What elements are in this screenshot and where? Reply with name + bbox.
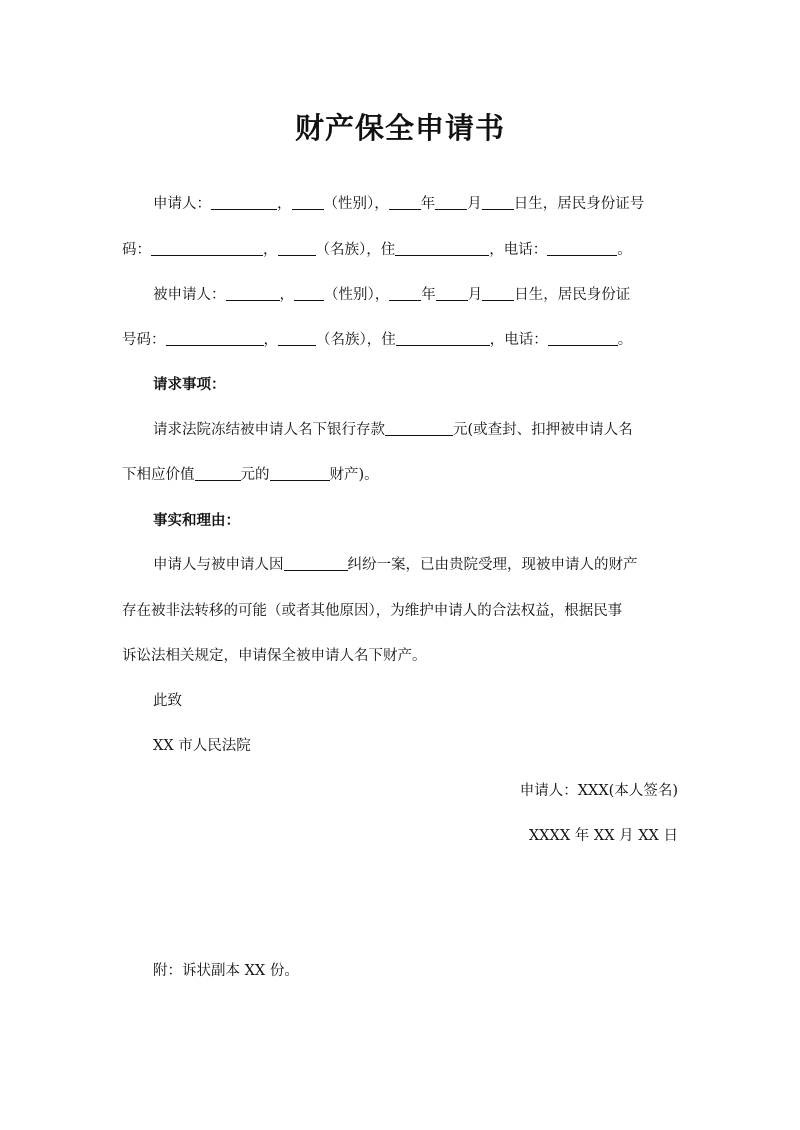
request-text-e: 财产)。 xyxy=(329,467,379,483)
respondent-day-blank xyxy=(482,285,514,301)
document-title: 财产保全申请书 xyxy=(294,111,505,145)
respondent-line-1 xyxy=(122,284,713,306)
separator: ， xyxy=(263,332,278,348)
year-label: 年 xyxy=(420,196,436,212)
property-blank xyxy=(270,465,330,481)
month-label: 月 xyxy=(467,287,483,303)
applicant-line-1 xyxy=(122,193,713,215)
gender-label: （性别）， xyxy=(323,196,389,212)
value-amount-blank xyxy=(195,465,241,481)
facts-line-2: 存在被非法转移的可能（或者其他原因），为维护申请人的合法权益，根据民事 xyxy=(122,603,623,619)
applicant-phone-blank xyxy=(547,240,617,256)
facts-text-b: 纠纷一案，已由贵院受理，现被申请人的财产 xyxy=(347,557,638,573)
facts-line-1 xyxy=(122,554,713,576)
facts-text-a: 申请人与被申请人因 xyxy=(153,557,284,573)
separator: ， xyxy=(277,196,292,212)
request-text-d: 元的 xyxy=(240,467,270,483)
year-label: 年 xyxy=(421,287,436,303)
gender-label: （性别）， xyxy=(324,287,390,303)
birth-suffix: 日生，居民身份证号 xyxy=(513,196,645,212)
respondent-id-blank xyxy=(166,330,264,346)
applicant-line-2 xyxy=(122,239,682,261)
respondent-line-2 xyxy=(122,329,682,351)
respondent-name-blank xyxy=(226,285,280,301)
applicant-label: 申请人： xyxy=(153,196,211,212)
applicant-gender-blank xyxy=(292,194,324,210)
attachment-note: 附：诉状副本 XX 份。 xyxy=(153,963,299,979)
month-label: 月 xyxy=(467,196,482,212)
respondent-address-blank xyxy=(396,330,490,346)
applicant-year-blank xyxy=(389,194,421,210)
request-text-b: 元(或查封、扣押被申请人名 xyxy=(453,422,633,438)
respondent-year-blank xyxy=(389,285,421,301)
applicant-address-blank xyxy=(395,240,489,256)
court-name: XX 市人民法院 xyxy=(153,738,251,754)
ethnicity-label: （名族），住 xyxy=(315,242,396,258)
facts-line-3: 诉讼法相关规定，申请保全被申请人名下财产。 xyxy=(122,648,427,664)
applicant-ethnicity-blank xyxy=(278,240,316,256)
signature-date: XXXX 年 XX 月 XX 日 xyxy=(528,828,678,844)
period: 。 xyxy=(617,332,633,348)
period: 。 xyxy=(617,242,632,258)
separator: ， xyxy=(263,242,278,258)
phone-label: ，电话： xyxy=(489,242,548,258)
phone-label: ，电话： xyxy=(489,332,548,348)
applicant-name-blank xyxy=(211,194,277,210)
separator: ， xyxy=(279,287,294,303)
salutation: 此致 xyxy=(153,693,182,709)
respondent-label: 被申请人： xyxy=(153,287,226,303)
request-heading: 请求事项： xyxy=(153,376,226,393)
respondent-ethnicity-blank xyxy=(278,330,316,346)
facts-heading: 事实和理由： xyxy=(153,512,240,529)
respondent-phone-blank xyxy=(548,330,618,346)
applicant-id-blank xyxy=(151,240,263,256)
id-prefix: 号码： xyxy=(122,332,166,348)
request-text-c: 下相应价值 xyxy=(122,467,195,483)
ethnicity-label: （名族），住 xyxy=(316,332,396,348)
request-line-2 xyxy=(122,464,682,486)
respondent-month-blank xyxy=(436,285,468,301)
birth-suffix: 日生，居民身份证 xyxy=(514,287,631,303)
dispute-blank xyxy=(284,555,348,571)
applicant-day-blank xyxy=(482,194,514,210)
applicant-signature: 申请人：XXX(本人签名) xyxy=(519,783,678,799)
respondent-gender-blank xyxy=(294,285,324,301)
deposit-amount-blank xyxy=(385,420,453,436)
id-prefix: 码： xyxy=(122,242,151,258)
request-text-a: 请求法院冻结被申请人名下银行存款 xyxy=(153,422,385,438)
request-line-1 xyxy=(122,419,713,441)
applicant-month-blank xyxy=(435,194,467,210)
